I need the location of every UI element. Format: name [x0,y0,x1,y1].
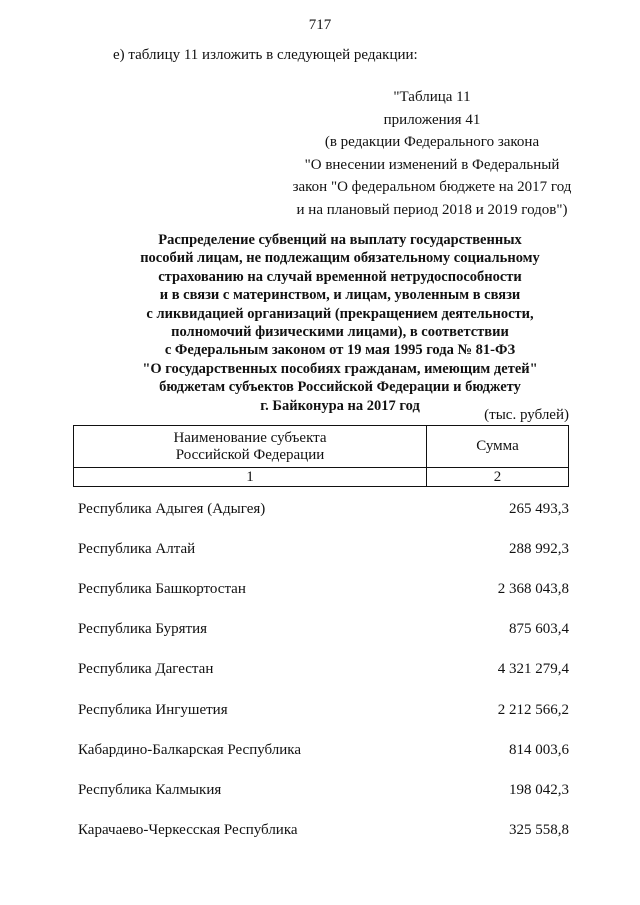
column-number-1: 1 [74,468,427,486]
table-row [78,702,569,722]
appendix-line: "Таблица 11 [393,89,471,105]
appendix-reference [282,86,582,221]
table-row [78,822,569,842]
appendix-line: приложения 41 [383,111,481,128]
page-number: 717 [308,17,332,33]
table-row [78,742,569,762]
region-name: Кабардино-Балкарская Республика [78,742,302,758]
intro-text: е) таблицу 11 изложить в следующей редакции: [113,47,418,63]
table-row [78,661,569,681]
title-line: с ликвидацией организаций (прекращением деятельности, [146,305,534,322]
title-line: г. Байконура на 2017 год [260,397,420,414]
header-subject-line: Наименование субъекта [173,429,327,446]
header-subject-cell [74,426,427,467]
table-row [78,541,569,561]
appendix-line: и на плановый период 2018 и 2019 годов") [296,201,568,218]
title-line: бюджетам субъектов Российской Федерации и бюджету [159,379,521,396]
title-line: пособий лицам, не подлежащим обязательному социальному [140,250,540,267]
title-line: страхованию на случай временной нетрудоспособности [158,268,522,285]
table-row [78,621,569,641]
table-row [78,581,569,601]
region-amount: 2 368 043,8 [497,581,569,597]
region-amount: 4 321 279,4 [497,661,569,677]
region-amount: 814 003,6 [509,742,569,758]
title-line: и в связи с материнством, и лицам, уволенным в связи [159,287,521,304]
header-row [74,426,568,468]
units-label: (тыс. рублей) [484,407,569,423]
appendix-line: "О внесении изменений в Федеральный [304,156,560,173]
region-name: Республика Калмыкия [78,782,222,798]
header-amount-cell: Сумма [476,438,519,454]
column-number-row [74,468,568,486]
title-line: полномочий физическими лицами), в соответствии [171,324,509,341]
title-line: с Федеральным законом от 19 мая 1995 года № 81-ФЗ [164,342,516,359]
region-name: Карачаево-Черкесская Республика [78,822,298,838]
appendix-line: закон "О федеральном бюджете на 2017 год [292,179,572,195]
table-header [73,425,569,487]
title-line: Распределение субвенций на выплату государственных [158,232,522,248]
region-name: Республика Алтай [78,541,196,557]
table-row [78,782,569,802]
region-name: Республика Бурятия [78,621,208,637]
region-name: Республика Ингушетия [78,702,228,718]
title-line: "О государственных пособиях гражданам, имеющим детей" [142,360,538,377]
table-title [40,231,640,415]
column-number-2: 2 [493,468,502,485]
region-name: Республика Адыгея (Адыгея) [78,501,266,517]
region-amount: 288 992,3 [509,541,569,557]
region-amount: 198 042,3 [509,782,569,798]
region-amount: 875 603,4 [509,621,569,637]
region-name: Республика Дагестан [78,661,214,677]
region-amount: 325 558,8 [509,822,569,838]
appendix-line: (в редакции Федерального закона [324,134,540,150]
region-amount: 265 493,3 [509,501,569,517]
table-row [78,501,569,521]
region-name: Республика Башкортостан [78,581,246,597]
header-subject-line: Российской Федерации [175,446,325,463]
region-amount: 2 212 566,2 [497,702,569,718]
